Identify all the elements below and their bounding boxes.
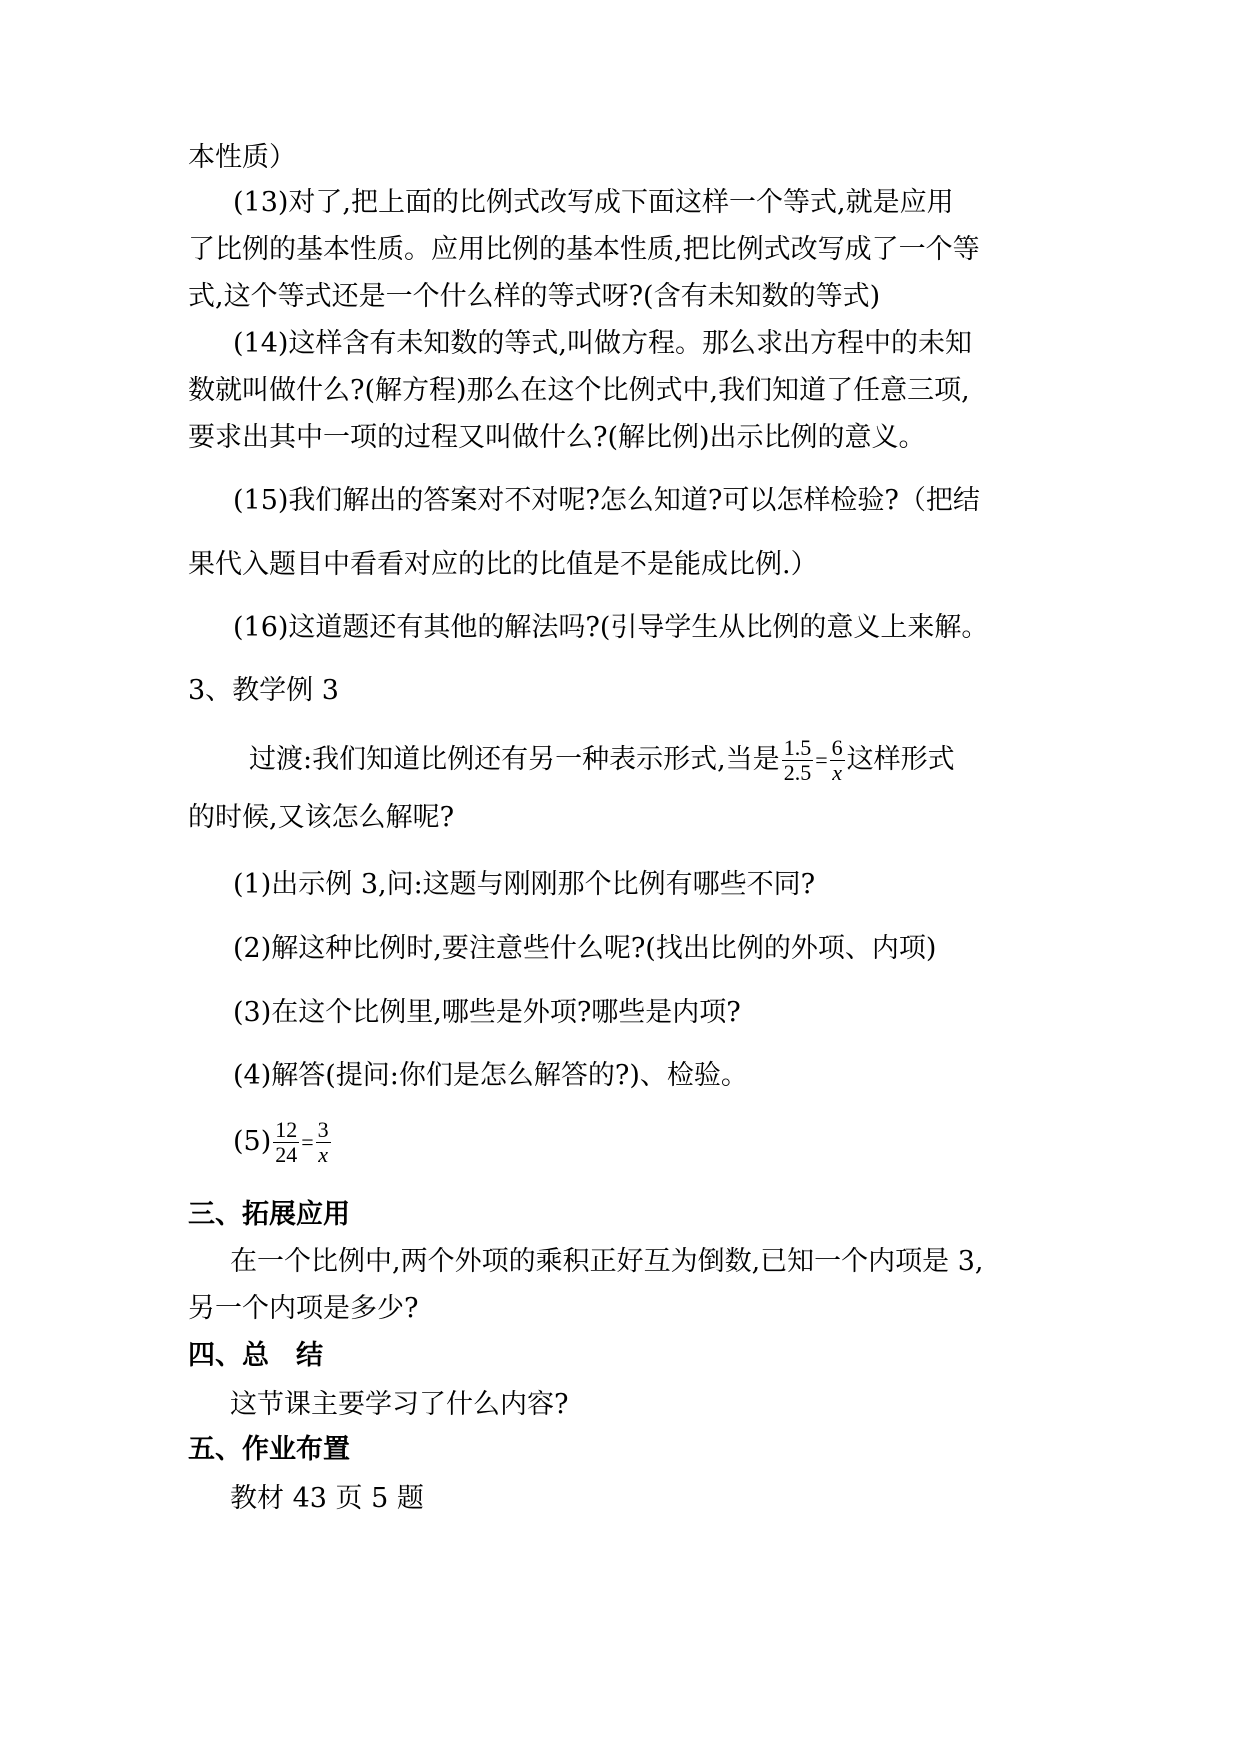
text-line: (1)出示例 3,问:这题与刚刚那个比例有哪些不同? bbox=[233, 869, 816, 900]
denominator: 24 bbox=[275, 1142, 298, 1167]
fraction bbox=[830, 736, 845, 785]
section-heading: 三、拓展应用 bbox=[188, 1199, 350, 1230]
denominator: x bbox=[318, 1142, 329, 1167]
text-line: 式,这个等式还是一个什么样的等式呀?(含有未知数的等式) bbox=[188, 281, 881, 312]
text-line: (3)在这个比例里,哪些是外项?哪些是内项? bbox=[233, 997, 741, 1028]
text-line: 在一个比例中,两个外项的乘积正好互为倒数,已知一个内项是 3, bbox=[230, 1246, 984, 1277]
denominator: 2.5 bbox=[783, 760, 812, 785]
section-heading: 四、总 结 bbox=[188, 1340, 323, 1371]
text-line: 果代入题目中看看对应的比的比值是不是能成比例.） bbox=[188, 549, 818, 580]
fraction bbox=[316, 1118, 331, 1167]
text-fragment: 这样形式 bbox=[846, 744, 955, 775]
text-line: 数就叫做什么?(解方程)那么在这个比例式中,我们知道了任意三项, bbox=[188, 375, 970, 406]
text-line: (16)这道题还有其他的解法吗?(引导学生从比例的意义上来解。 bbox=[233, 612, 989, 643]
numerator: 12 bbox=[275, 1117, 298, 1142]
text-line: (4)解答(提问:你们是怎么解答的?)、检验。 bbox=[233, 1060, 748, 1091]
numerator: 6 bbox=[831, 735, 843, 760]
fraction bbox=[782, 736, 814, 785]
section-subheading: 3、教学例 3 bbox=[188, 675, 339, 706]
text-line: 另一个内项是多少? bbox=[188, 1293, 419, 1324]
text-fragment: (5) bbox=[233, 1126, 272, 1157]
text-line: (14)这样含有未知数的等式,叫做方程。那么求出方程中的未知 bbox=[233, 328, 973, 359]
numerator: 3 bbox=[317, 1117, 329, 1142]
text-line: 教材 43 页 5 题 bbox=[230, 1483, 424, 1514]
text-line: (2)解这种比例时,要注意些什么呢?(找出比例的外项、内项) bbox=[233, 933, 937, 964]
text-line: 了比例的基本性质。应用比例的基本性质,把比例式改写成了一个等 bbox=[188, 234, 980, 265]
section-heading: 五、作业布置 bbox=[188, 1434, 350, 1465]
equals-sign: = bbox=[301, 1129, 314, 1155]
numerator: 1.5 bbox=[783, 735, 812, 760]
fraction bbox=[273, 1118, 299, 1167]
text-line: 的时候,又该怎么解呢? bbox=[188, 802, 455, 833]
text-line: (13)对了,把上面的比例式改写成下面这样一个等式,就是应用 bbox=[233, 187, 954, 218]
text-line: 这节课主要学习了什么内容? bbox=[230, 1389, 569, 1420]
text-line-with-formula bbox=[249, 736, 955, 785]
text-line: 要求出其中一项的过程又叫做什么?(解比例)出示比例的意义。 bbox=[188, 422, 926, 453]
equals-sign: = bbox=[815, 747, 828, 773]
text-fragment: 过渡:我们知道比例还有另一种表示形式,当是 bbox=[249, 744, 780, 775]
text-line: (15)我们解出的答案对不对呢?怎么知道?可以怎样检验?（把结 bbox=[233, 485, 980, 516]
text-line: 本性质） bbox=[188, 142, 296, 173]
denominator: x bbox=[832, 760, 842, 785]
text-line-with-formula bbox=[233, 1118, 333, 1167]
